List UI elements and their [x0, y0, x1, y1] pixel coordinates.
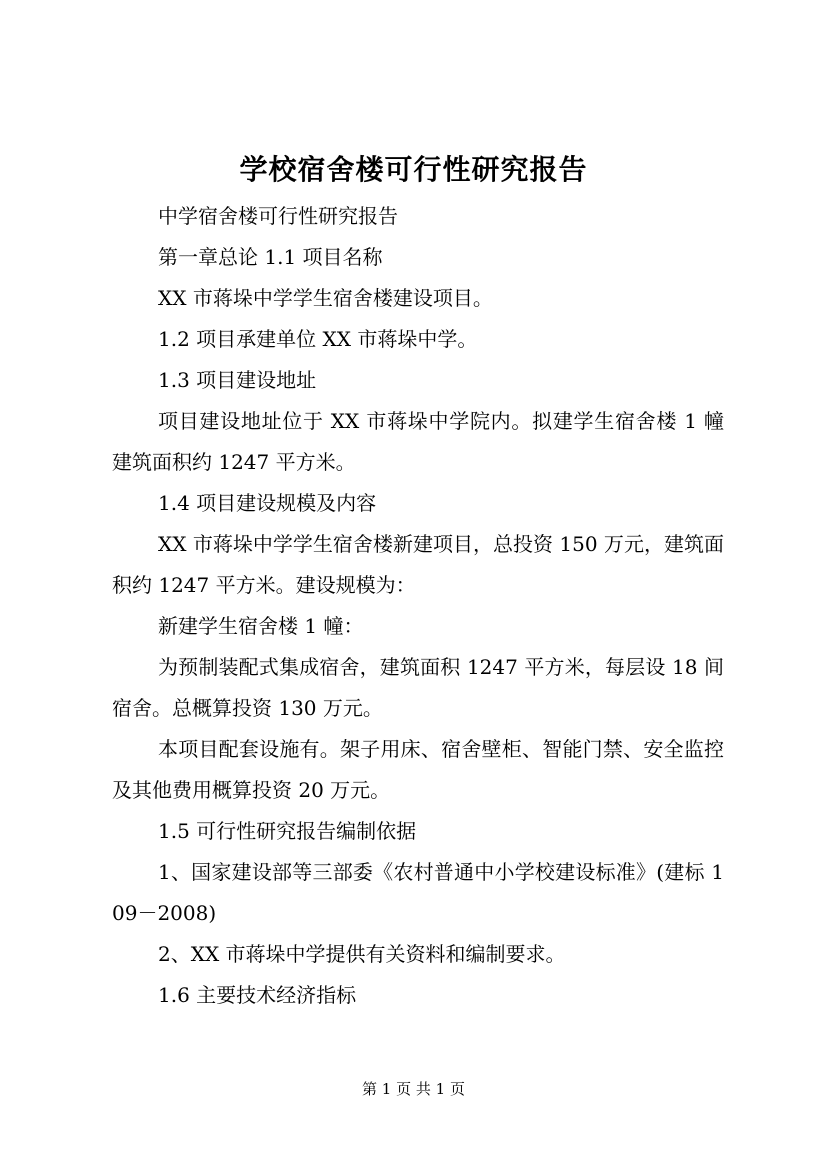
paragraph: 1.2 项目承建单位 XX 市蒋垛中学。 — [158, 327, 478, 351]
paragraph: 1、国家建设部等三部委《农村普通中小学校建设标准》(建标 109－2008) — [112, 860, 724, 925]
paragraph: 2、XX 市蒋垛中学提供有关资料和编制要求。 — [158, 942, 566, 966]
paragraph: XX 市蒋垛中学学生宿舍楼新建项目，总投资 150 万元，建筑面积约 1247 平方米。建设规模为： — [112, 532, 724, 597]
paragraph: 1.3 项目建设地址 — [158, 368, 317, 392]
document-title: 学校宿舍楼可行性研究报告 — [239, 153, 588, 186]
paragraph: XX 市蒋垛中学学生宿舍楼建设项目。 — [158, 286, 493, 310]
paragraph: 项目建设地址位于 XX 市蒋垛中学院内。拟建学生宿舍楼 1 幢建筑面积约 1247 平方米。 — [112, 409, 724, 474]
paragraph: 本项目配套设施有。架子用床、宿舍壁柜、智能门禁、安全监控及其他费用概算投资 20 万元。 — [112, 737, 724, 802]
document-body — [112, 196, 724, 1016]
paragraph: 1.6 主要技术经济指标 — [158, 983, 357, 1007]
paragraph: 为预制装配式集成宿舍，建筑面积 1247 平方米，每层设 18 间宿舍。总概算投资 130 万元。 — [112, 655, 724, 720]
paragraph: 1.4 项目建设规模及内容 — [158, 491, 377, 515]
paragraph: 新建学生宿舍楼 1 幢： — [158, 614, 364, 638]
paragraph: 第一章总论 1.1 项目名称 — [158, 245, 383, 269]
page-footer: 第 1 页 共 1 页 — [362, 1080, 465, 1098]
paragraph: 中学宿舍楼可行性研究报告 — [158, 204, 398, 228]
paragraph: 1.5 可行性研究报告编制依据 — [158, 819, 417, 843]
